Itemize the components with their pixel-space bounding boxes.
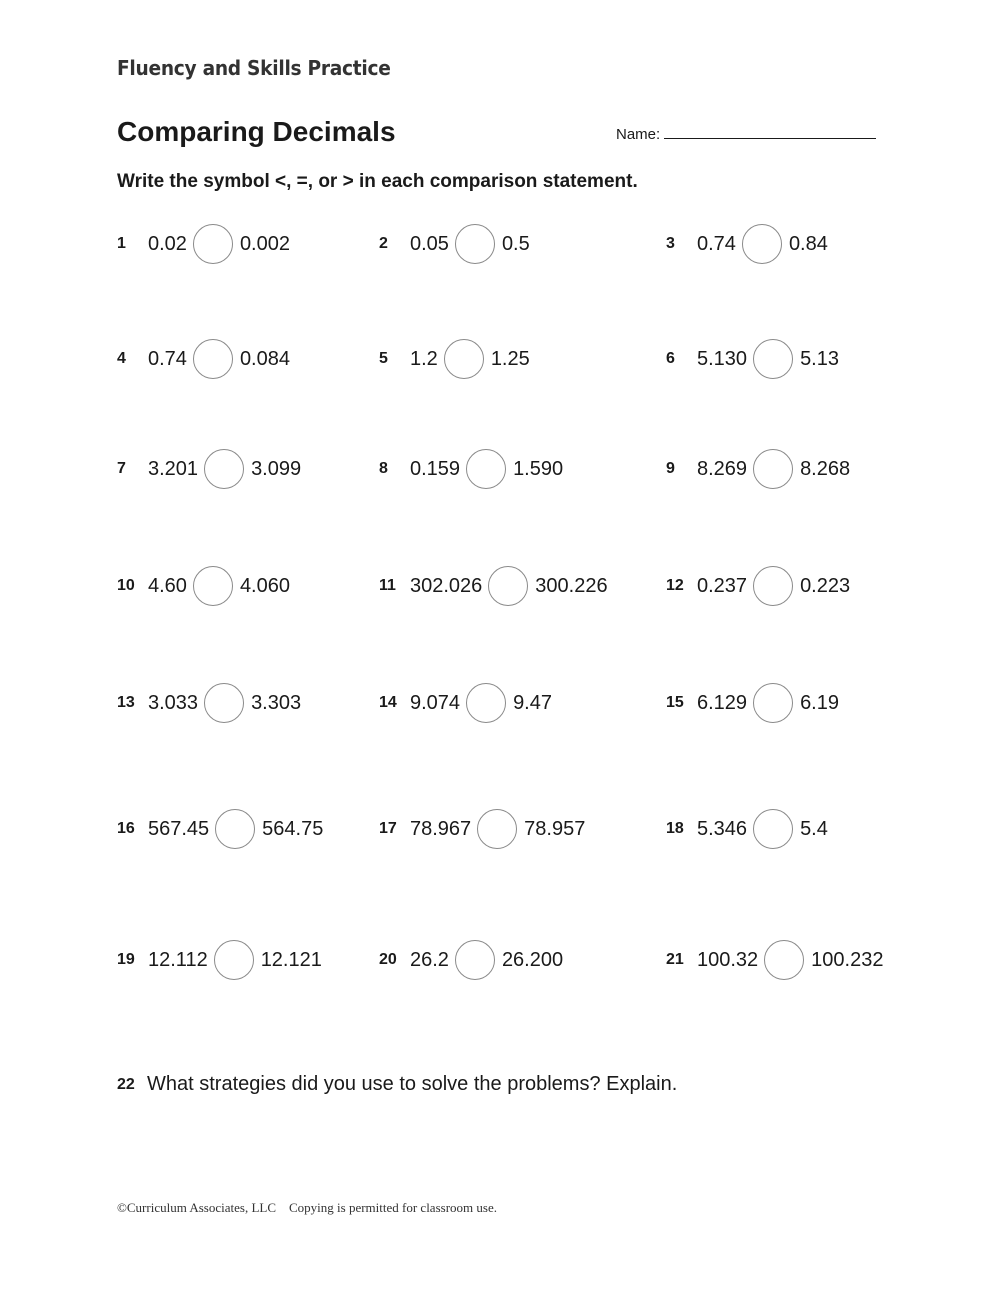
left-value: 0.237: [697, 574, 748, 597]
left-value: 26.2: [410, 948, 449, 971]
right-value: 78.957: [524, 817, 586, 840]
left-value: 0.159: [410, 457, 461, 480]
problem-number: 13: [117, 694, 135, 711]
page-title: Comparing Decimals: [117, 116, 396, 147]
right-value: 1.25: [490, 347, 530, 370]
right-value: 26.200: [501, 948, 564, 971]
left-value: 0.74: [148, 347, 187, 370]
problem-4: [117, 337, 290, 381]
problem-number: 1: [117, 235, 126, 252]
problem-7: [117, 447, 301, 491]
problem-10: [117, 564, 290, 608]
right-value: 300.226: [535, 574, 608, 597]
copyright-footer: ©Curriculum Associates, LLC Copying is permitted for classroom use.: [117, 1200, 497, 1215]
left-value: 8.269: [697, 457, 748, 480]
problem-number: 12: [666, 577, 684, 594]
problem-number: 8: [379, 460, 388, 477]
problem-number: 17: [379, 820, 397, 837]
answer-circle[interactable]: [488, 566, 528, 606]
answer-circle[interactable]: [753, 449, 793, 489]
problem-2: [379, 222, 530, 266]
name-field[interactable]: [616, 124, 876, 143]
right-value: 8.268: [800, 457, 851, 480]
problem-21: [666, 938, 883, 982]
right-value: 1.590: [513, 457, 564, 480]
answer-circle[interactable]: [466, 683, 506, 723]
problem-number: 19: [117, 951, 135, 968]
problem-number: 15: [666, 694, 684, 711]
right-value: 0.223: [800, 574, 851, 597]
answer-circle[interactable]: [215, 809, 255, 849]
answer-circle[interactable]: [477, 809, 517, 849]
problem-number: 14: [379, 694, 397, 711]
problem-number: 20: [379, 951, 397, 968]
left-value: 100.32: [697, 948, 759, 971]
right-value: 0.084: [239, 347, 290, 370]
answer-circle[interactable]: [214, 940, 254, 980]
answer-circle[interactable]: [753, 566, 793, 606]
name-label: Name:: [616, 126, 661, 143]
left-value: 9.074: [410, 691, 461, 714]
left-value: 6.129: [697, 691, 748, 714]
left-value: 4.60: [148, 574, 187, 597]
problem-15: [666, 681, 839, 725]
right-value: 564.75: [262, 817, 324, 840]
left-value: 0.05: [410, 232, 449, 255]
problem-18: [666, 807, 828, 851]
problem-number: 2: [379, 235, 388, 252]
answer-circle[interactable]: [455, 940, 495, 980]
left-value: 3.033: [148, 691, 199, 714]
left-value: 0.74: [697, 232, 736, 255]
answer-circle[interactable]: [764, 940, 804, 980]
question-22: [117, 1073, 677, 1096]
problem-20: [379, 938, 563, 982]
problem-11: [379, 564, 608, 608]
answer-circle[interactable]: [466, 449, 506, 489]
right-value: 9.47: [513, 691, 552, 714]
right-value: 3.303: [251, 691, 302, 714]
problem-number: 10: [117, 577, 135, 594]
left-value: 567.45: [148, 817, 210, 840]
answer-circle[interactable]: [204, 449, 244, 489]
right-value: 5.4: [800, 817, 828, 840]
problem-number: 7: [117, 460, 126, 477]
answer-circle[interactable]: [753, 683, 793, 723]
right-value: 3.099: [251, 457, 302, 480]
right-value: 0.5: [501, 232, 530, 255]
problem-number: 5: [379, 350, 388, 367]
right-value: 0.002: [239, 232, 290, 255]
problem-number: 22: [117, 1075, 135, 1093]
problem-number: 11: [379, 577, 396, 594]
left-value: 302.026: [410, 574, 483, 597]
problem-14: [379, 681, 552, 725]
problem-12: [666, 564, 850, 608]
problem-8: [379, 447, 563, 491]
problem-1: [117, 222, 290, 266]
problem-6: [666, 337, 839, 381]
problem-13: [117, 681, 301, 725]
answer-circle[interactable]: [193, 224, 233, 264]
instructions: Write the symbol <, =, or > in each comparison statement.: [117, 171, 638, 192]
right-value: 100.232: [811, 948, 884, 971]
answer-circle[interactable]: [753, 809, 793, 849]
right-value: 0.84: [788, 232, 828, 255]
left-value: 5.130: [697, 347, 748, 370]
problem-number: 21: [666, 951, 684, 968]
answer-circle[interactable]: [455, 224, 495, 264]
problem-17: [379, 807, 585, 851]
problem-9: [666, 447, 850, 491]
problem-number: 18: [666, 820, 684, 837]
answer-circle[interactable]: [753, 339, 793, 379]
problem-number: 4: [117, 350, 126, 367]
problem-number: 16: [117, 820, 135, 837]
right-value: 4.060: [239, 574, 290, 597]
problem-5: [379, 337, 530, 381]
left-value: 0.02: [148, 232, 187, 255]
header-kicker: Fluency and Skills Practice: [117, 56, 391, 80]
left-value: 5.346: [697, 817, 748, 840]
right-value: 12.121: [260, 948, 322, 971]
left-value: 78.967: [410, 817, 472, 840]
answer-circle[interactable]: [444, 339, 484, 379]
problem-number: 9: [666, 460, 675, 477]
problem-number: 6: [666, 350, 675, 367]
answer-circle[interactable]: [742, 224, 782, 264]
name-blank-line[interactable]: [664, 124, 876, 139]
answer-circle[interactable]: [204, 683, 244, 723]
question-prompt: What strategies did you use to solve the problems? Explain.: [147, 1073, 678, 1095]
left-value: 12.112: [148, 948, 208, 971]
problem-16: [117, 807, 323, 851]
answer-circle[interactable]: [193, 339, 233, 379]
left-value: 3.201: [148, 457, 199, 480]
right-value: 5.13: [800, 347, 839, 370]
answer-circle[interactable]: [193, 566, 233, 606]
problem-3: [666, 222, 828, 266]
problem-19: [117, 938, 322, 982]
problem-number: 3: [666, 235, 675, 252]
left-value: 1.2: [410, 347, 438, 370]
right-value: 6.19: [800, 691, 839, 714]
